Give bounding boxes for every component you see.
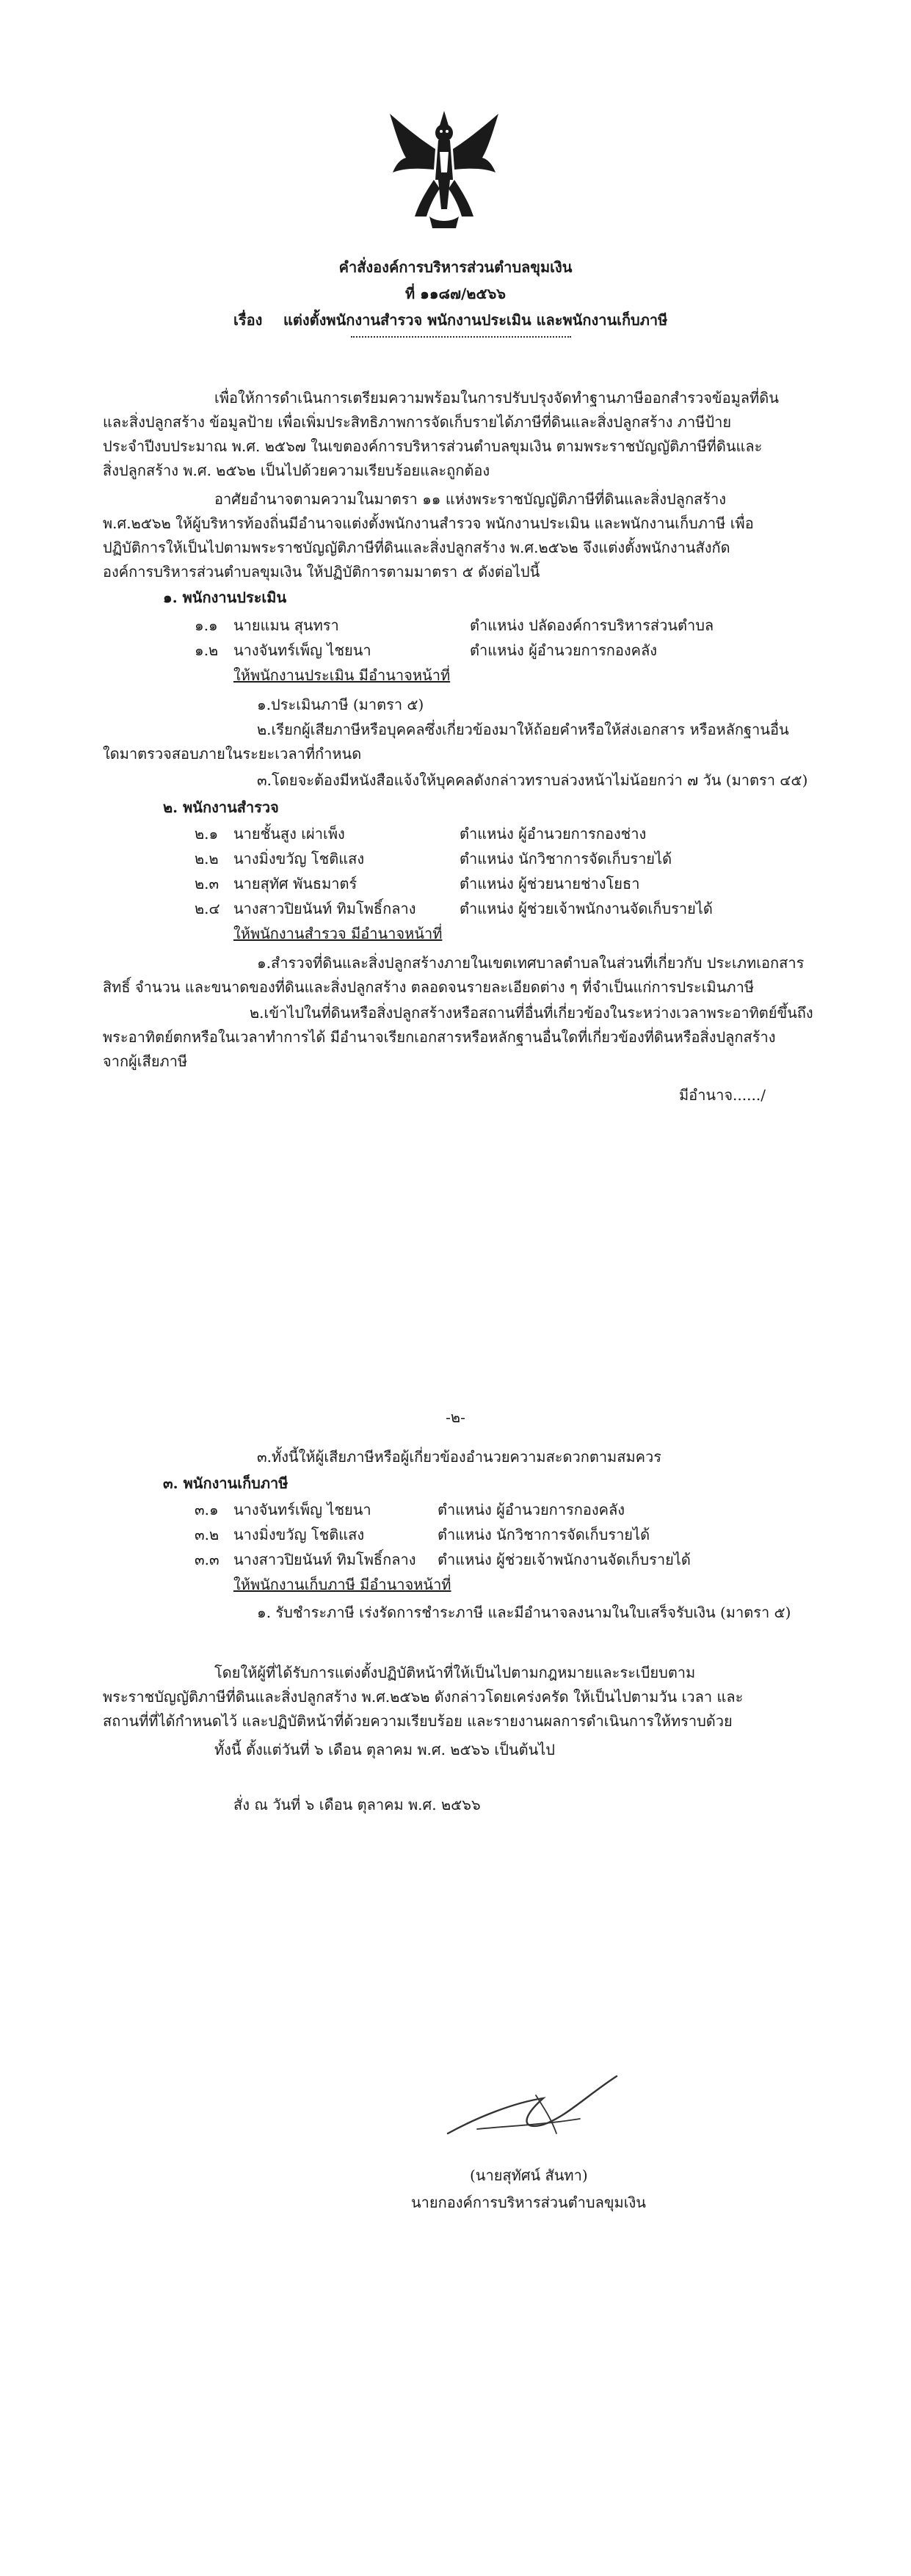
assessor-duty: ๒.เรียกผู้เสียภาษีหรือบุคคลซึ่งเกี่ยวข้องมาให้ถ้อยคำหรือให้ส่งเอกสาร หรือหลักฐานอื่น	[257, 721, 789, 738]
assessor-position: ตำแหน่ง ปลัดองค์การบริหารส่วนตำบล	[470, 616, 714, 634]
subject-label: เรื่อง	[233, 311, 263, 329]
assessors-heading: ๑. พนักงานประเมิน	[163, 589, 287, 606]
collector-name: นางจันทร์เพ็ญ ไชยนา	[233, 1501, 371, 1518]
surveyors-heading: ๒. พนักงานสำรวจ	[163, 798, 279, 816]
collector-position: ตำแหน่ง นักวิชาการจัดเก็บรายได้	[438, 1526, 650, 1543]
surveyor-duty: ๑.สำรวจที่ดินและสิ่งปลูกสร้างภายในเขตเทศบาลตำบลในส่วนที่เกี่ยวกับ ประเภทเอกสาร	[257, 954, 805, 972]
assessor-name: นายแมน สุนทรา	[233, 616, 339, 634]
title-divider	[351, 336, 571, 338]
sheet-2	[0, 1288, 911, 2576]
assessor-duty: ๑.ประเมินภาษี (มาตรา ๕)	[257, 696, 424, 713]
collector-no: ๓.๑	[195, 1501, 219, 1518]
intro-line-3: ประจำปีงบประมาณ พ.ศ. ๒๕๖๗ ในเขตองค์การบริหารส่วนตำบลขุมเงิน ตามพระราชบัญญัติภาษีที่ดินและ	[103, 437, 763, 455]
intro-line-4: สิ่งปลูกสร้าง พ.ศ. ๒๕๖๒ เป็นไปด้วยความเรียบร้อยและถูกต้อง	[103, 462, 490, 479]
assessor-no: ๑.๒	[195, 641, 219, 659]
assessor-position: ตำแหน่ง ผู้อำนวยการกองคลัง	[470, 641, 658, 659]
surveyor-name: นายชั้นสูง เผ่าเพ็ง	[233, 825, 345, 843]
collector-position: ตำแหน่ง ผู้อำนวยการกองคลัง	[438, 1501, 625, 1518]
signature-mark	[433, 2066, 631, 2147]
closing-line-3: สถานที่ที่ได้กำหนดไว้ และปฏิบัติหน้าที่ด้วยความเรียบร้อย และรายงานผลการดำเนินการให้ทราบด้วย	[103, 1712, 733, 1730]
surveyor-duty: ๓.ทั้งนี้ให้ผู้เสียภาษีหรือผู้เกี่ยวข้องอำนวยความสะดวกตามสมควร	[257, 1448, 661, 1466]
collector-no: ๓.๒	[195, 1526, 219, 1543]
surveyor-position: ตำแหน่ง นักวิชาการจัดเก็บรายได้	[460, 850, 672, 867]
page-number: -๒-	[446, 1408, 465, 1426]
surveyor-position: ตำแหน่ง ผู้อำนวยการกองช่าง	[460, 825, 647, 843]
surveyor-no: ๒.๑	[195, 825, 219, 843]
collector-duty: ๑. รับชำระภาษี เร่งรัดการชำระภาษี และมีอำนาจลงนามในใบเสร็จรับเงิน (มาตรา ๕)	[257, 1604, 791, 1621]
surveyor-name: นางมิ่งขวัญ โชติแสง	[233, 850, 365, 867]
surveyor-duty: พระอาทิตย์ตกหรือในเวลาทำการได้ มีอำนาจเรียกเอกสารหรือหลักฐานอื่นใดที่เกี่ยวข้องที่ดินหรือสิ่งปลูกสร้าง	[103, 1028, 776, 1046]
surveyor-name: นายสุทัศ พันธมาตร์	[233, 875, 357, 892]
collector-position: ตำแหน่ง ผู้ช่วยเจ้าพนักงานจัดเก็บรายได้	[438, 1551, 691, 1568]
order-date: สั่ง ณ วันที่ ๖ เดือน ตุลาคม พ.ศ. ๒๕๖๖	[233, 1796, 481, 1813]
assessor-duty: ๓.โดยจะต้องมีหนังสือแจ้งให้บุคคลดังกล่าวทราบล่วงหน้าไม่น้อยกว่า ๗ วัน (มาตรา ๔๕)	[257, 771, 808, 789]
collector-name: นางสาวปิยนันท์ ทิมโพธิ์กลาง	[233, 1551, 416, 1568]
closing-line-1: โดยให้ผู้ที่ได้รับการแต่งตั้งปฏิบัติหน้าที่ให้เป็นไปตามกฎหมายและระเบียบตาม	[214, 1664, 696, 1681]
collectors-heading: ๓. พนักงานเก็บภาษี	[163, 1474, 288, 1492]
assessors-duty-heading: ให้พนักงานประเมิน มีอำนาจหน้าที่	[233, 666, 451, 684]
signer-title: นายกองค์การบริหารส่วนตำบลขุมเงิน	[411, 2194, 646, 2211]
authority-line-3: ปฏิบัติการให้เป็นไปตามพระราชบัญญัติภาษีที่ดินและสิ่งปลูกสร้าง พ.ศ.๒๕๖๒ จึงแต่งตั้งพนักงานสังกัด	[103, 539, 730, 556]
surveyor-position: ตำแหน่ง ผู้ช่วยนายช่างโยธา	[460, 875, 640, 892]
surveyor-duty: จากผู้เสียภาษี	[103, 1052, 188, 1070]
surveyor-no: ๒.๒	[195, 850, 219, 867]
continue-marker: มีอำนาจ....../	[679, 1086, 766, 1104]
surveyor-duty: สิทธิ์ จำนวน และขนาดของที่ดินและสิ่งปลูกสร้าง ตลอดจนรายละเอียดต่าง ๆ ที่จำเป็นแก่การประเมินภาษี	[103, 978, 755, 996]
authority-line-4: องค์การบริหารส่วนตำบลขุมเงิน ให้ปฏิบัติการตามมาตรา ๕ ดังต่อไปนี้	[103, 563, 540, 581]
closing-line-2: พระราชบัญญัติภาษีที่ดินและสิ่งปลูกสร้าง พ.ศ.๒๕๖๒ ดังกล่าวโดยเคร่งครัด ให้เป็นไปตามวัน เวลา และ	[103, 1688, 744, 1706]
assessor-duty: ใดมาตรวจสอบภายในระยะเวลาที่กำหนด	[103, 745, 362, 763]
surveyor-position: ตำแหน่ง ผู้ช่วยเจ้าพนักงานจัดเก็บรายได้	[460, 900, 713, 917]
surveyor-no: ๒.๓	[195, 875, 219, 892]
garuda-emblem	[385, 106, 503, 231]
intro-line-2: และสิ่งปลูกสร้าง ข้อมูลป้าย เพื่อเพิ่มประสิทธิภาพการจัดเก็บรายได้ภาษีที่ดินและสิ่งปลูกสร้าง ภาษีป้าย	[103, 413, 732, 431]
authority-line-1: อาศัยอำนาจตามความในมาตรา ๑๑ แห่งพระราชบัญญัติภาษีที่ดินและสิ่งปลูกสร้าง	[214, 490, 726, 508]
assessor-no: ๑.๑	[195, 616, 218, 634]
surveyor-no: ๒.๔	[195, 900, 220, 917]
surveyor-name: นางสาวปิยนันท์ ทิมโพธิ์กลาง	[233, 900, 416, 917]
surveyor-duty: ๒.เข้าไปในที่ดินหรือสิ่งปลูกสร้างหรือสถานที่อื่นที่เกี่ยวข้องในระหว่างเวลาพระอาทิตย์ขึ้นถึง	[250, 1004, 813, 1022]
surveyors-duty-heading: ให้พนักงานสำรวจ มีอำนาจหน้าที่	[233, 925, 443, 942]
signer-name: (นายสุทัศน์ สันทา)	[470, 2166, 588, 2184]
order-number: ที่ ๑๑๘๗/๒๕๖๖	[404, 285, 507, 302]
intro-line-1: เพื่อให้การดำเนินการเตรียมความพร้อมในการปรับปรุงจัดทำฐานภาษีออกสำรวจข้อมูลที่ดิน	[214, 389, 779, 407]
order-title: คำสั่งองค์การบริหารส่วนตำบลขุมเงิน	[338, 258, 573, 276]
effective-date: ทั้งนี้ ตั้งแต่วันที่ ๖ เดือน ตุลาคม พ.ศ. ๒๕๖๖ เป็นต้นไป	[214, 1741, 556, 1758]
subject-text: แต่งตั้งพนักงานสำรวจ พนักงานประเมิน และพนักงานเก็บภาษี	[283, 311, 668, 329]
assessor-name: นางจันทร์เพ็ญ ไชยนา	[233, 641, 371, 659]
collector-name: นางมิ่งขวัญ โชติแสง	[233, 1526, 365, 1543]
collectors-duty-heading: ให้พนักงานเก็บภาษี มีอำนาจหน้าที่	[233, 1576, 451, 1593]
authority-line-2: พ.ศ.๒๕๖๒ ให้ผู้บริหารท้องถิ่นมีอำนาจแต่งตั้งพนักงานสำรวจ พนักงานประเมิน และพนักงานเก็บภาษี เพื่อ	[103, 514, 754, 532]
collector-no: ๓.๓	[195, 1551, 219, 1568]
